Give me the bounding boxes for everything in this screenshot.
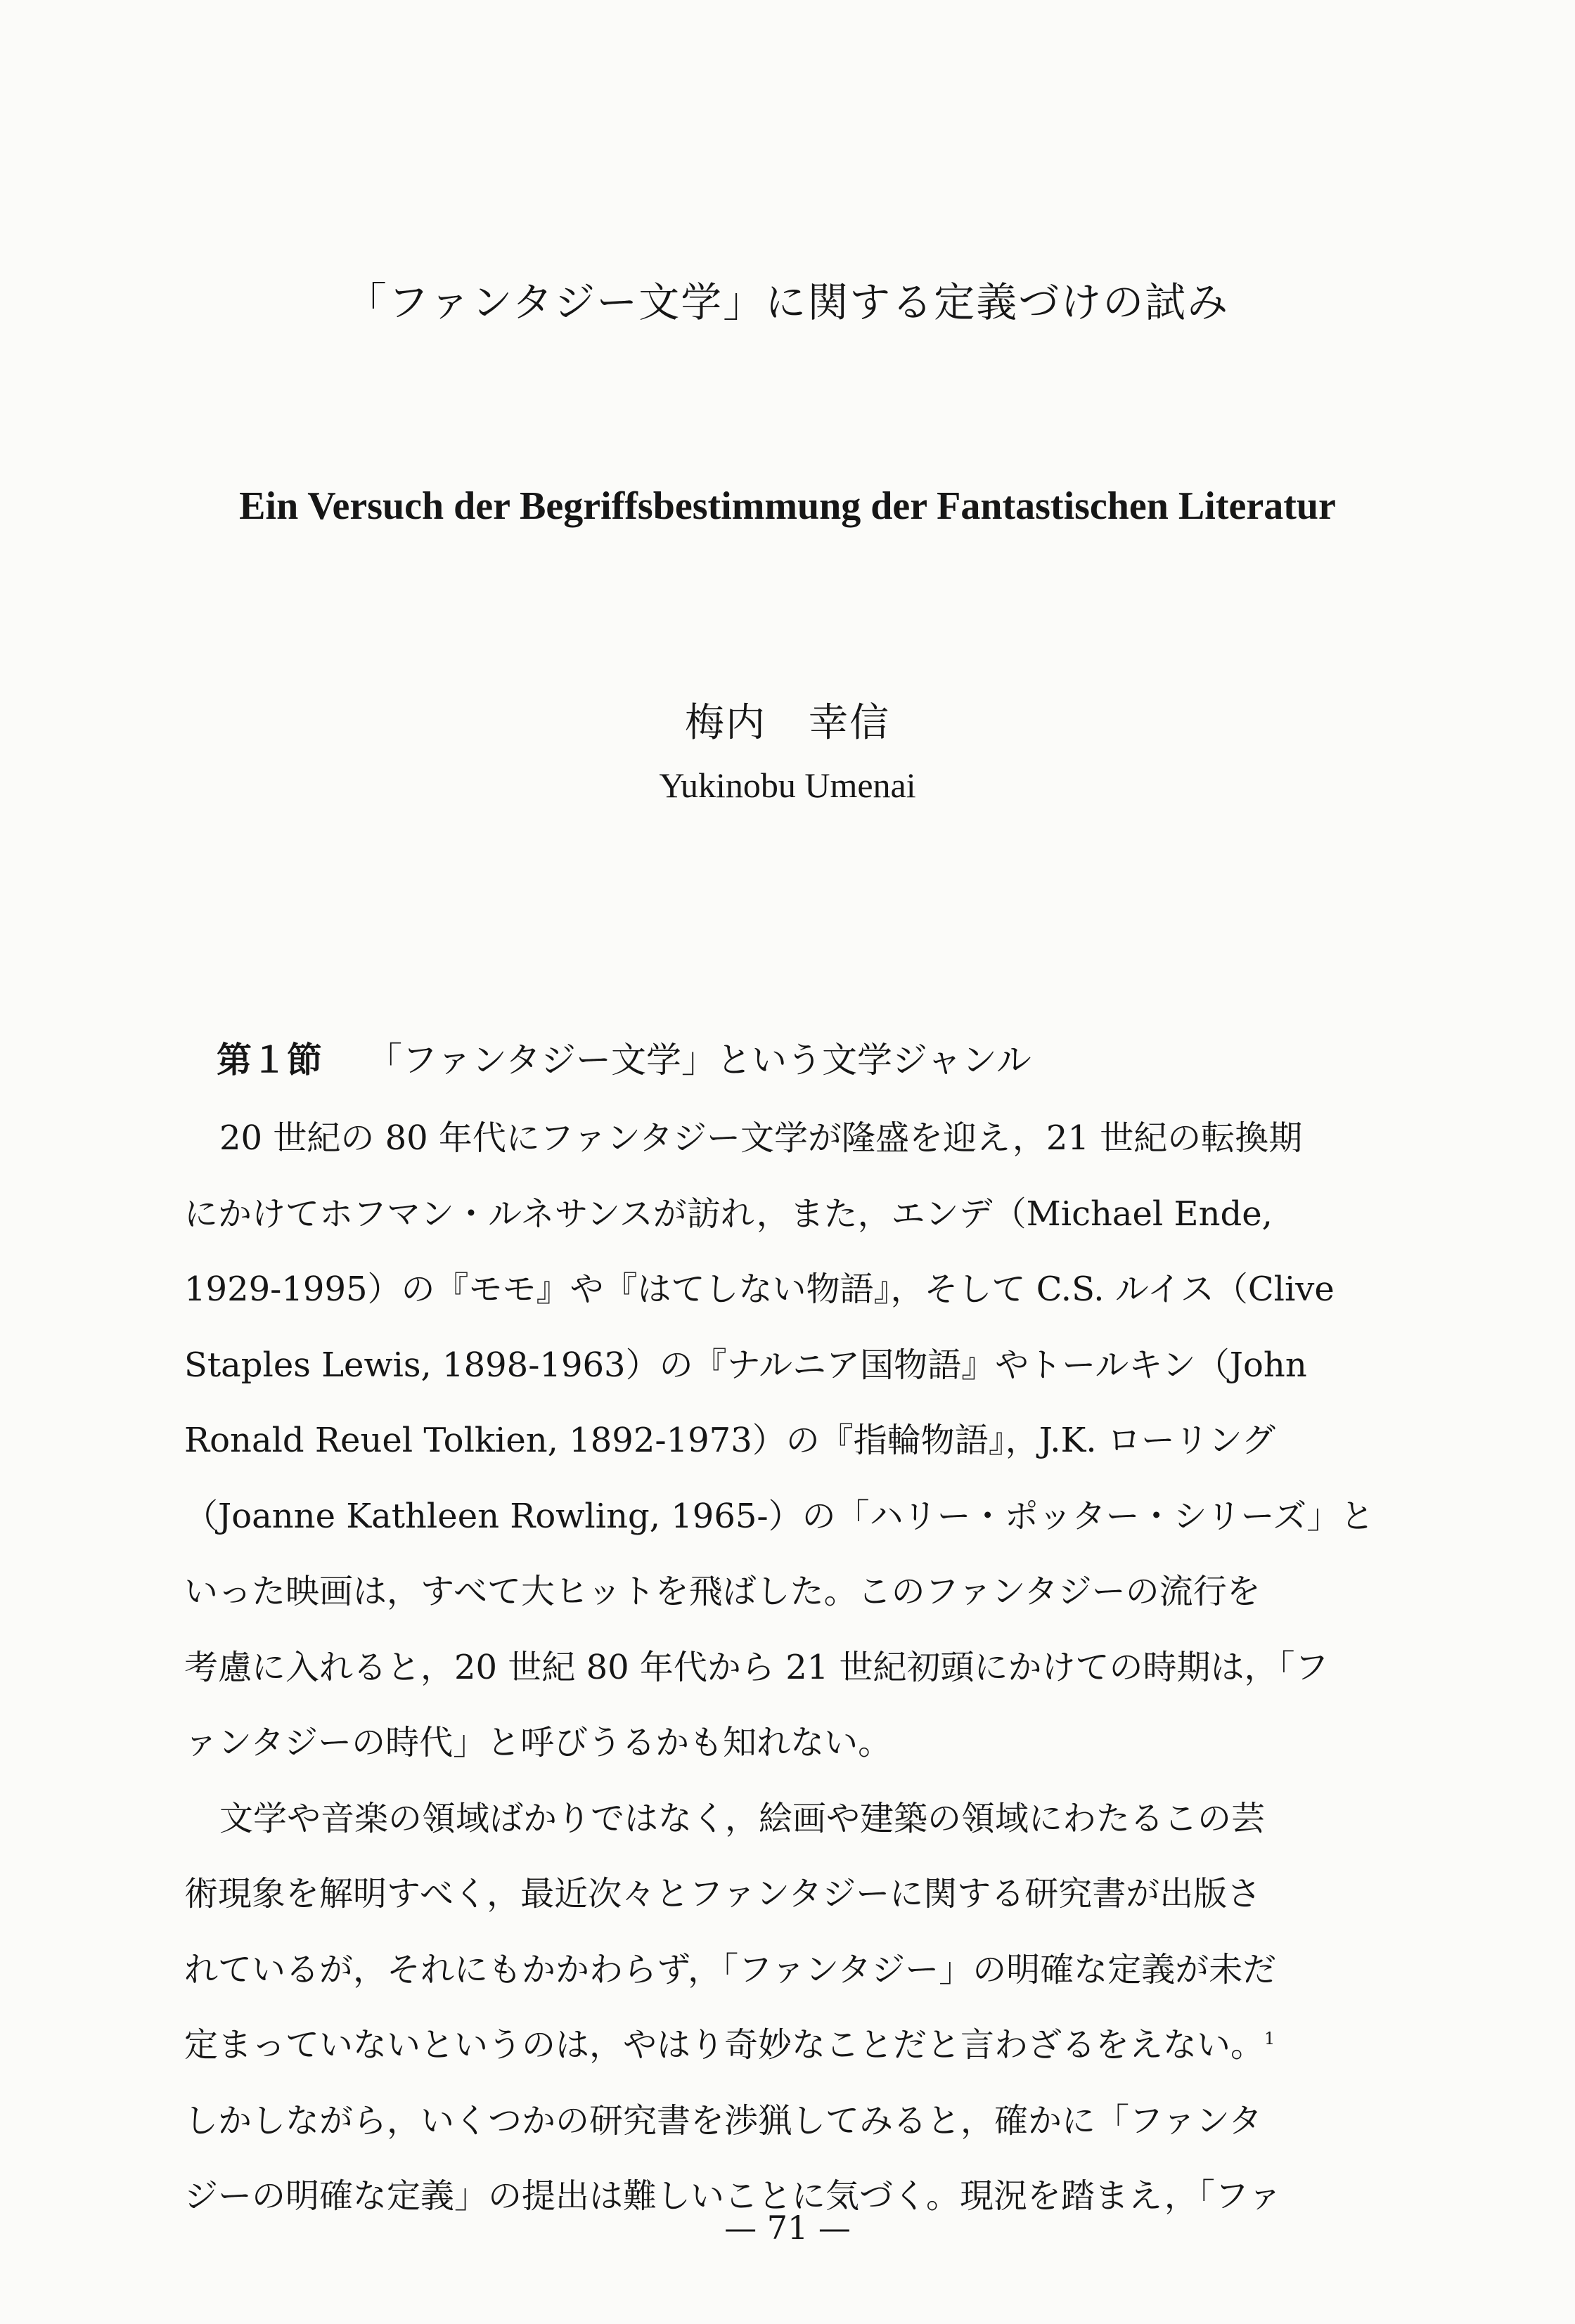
body-line: しかしながら，いくつかの研究書を渉猟してみると，確かに「ファンタ — [184, 2100, 1263, 2141]
body-line: 術現象を解明すべく，最近次々とファンタジーに関する研究書が出版さ — [184, 1874, 1261, 1913]
author-given-name: 幸信 — [809, 700, 890, 746]
body-line: Ronald Reuel Tolkien, 1892-1973）の『指輪物語』，J.K. ローリング — [184, 1421, 1275, 1460]
paper-subtitle-german: Ein Versuch der Begriffsbestimmung der Fantastischen Literatur — [239, 484, 1336, 528]
author-family-name: 梅内 — [685, 700, 766, 746]
body-line: ァンタジーの時代」と呼びうるかも知れない。 — [184, 1723, 892, 1762]
body-line — [184, 2008, 1394, 2084]
footnote-reference[interactable]: 1 — [1264, 2029, 1275, 2048]
body-line: （Joanne Kathleen Rowling, 1965-）の「ハリー・ポッター・シリーズ」と — [184, 1496, 1375, 1536]
section-number: 第１節 — [217, 1039, 322, 1080]
body-line: 文学や音楽の領域ばかりではなく，絵画や建築の領域にわたるこの芸 — [219, 1798, 1266, 1838]
body-text — [184, 1101, 1394, 2235]
body-line: にかけてホフマン・ルネサンスが訪れ，また，エンデ（Michael Ende, — [184, 1194, 1273, 1234]
body-line: Staples Lewis, 1898-1963）の『ナルニア国物語』やトールキン（John — [184, 1345, 1307, 1385]
body-line: 考慮に入れると，20 世紀 80 年代から 21 世紀初頭にかけての時期は，「フ — [184, 1647, 1329, 1687]
page-number: — 71 — — [724, 2209, 851, 2247]
body-line: 20 世紀の 80 年代にファンタジー文学が隆盛を迎え，21 世紀の転換期 — [219, 1118, 1303, 1158]
body-line: ジーの明確な定義」の提出は難しいことに気づく。現況を踏まえ，「ファ — [184, 2176, 1282, 2216]
section-title: 「ファンタジー文学」という文学ジャンル — [367, 1040, 1031, 1080]
author-name-english: Yukinobu Umenai — [659, 766, 916, 805]
body-line: いった映画は，すべて大ヒットを飛ばした。このファンタジーの流行を — [184, 1572, 1261, 1611]
body-line: れているが，それにもかかわらず，「ファンタジー」の明確な定義が未だ — [184, 1949, 1277, 1989]
section-heading — [217, 1032, 1031, 1083]
body-line: 1929-1995）の『モモ』や『はてしない物語』，そして C.S. ルイス（Clive — [184, 1270, 1335, 1309]
author-name-japanese — [0, 692, 1575, 748]
body-line-text: 定まっていないというのは，やはり奇妙なことだと言わざるをえない。 — [184, 2025, 1265, 2065]
paper-title: 「ファンタジー文学」に関する定義づけの試み — [345, 278, 1230, 326]
